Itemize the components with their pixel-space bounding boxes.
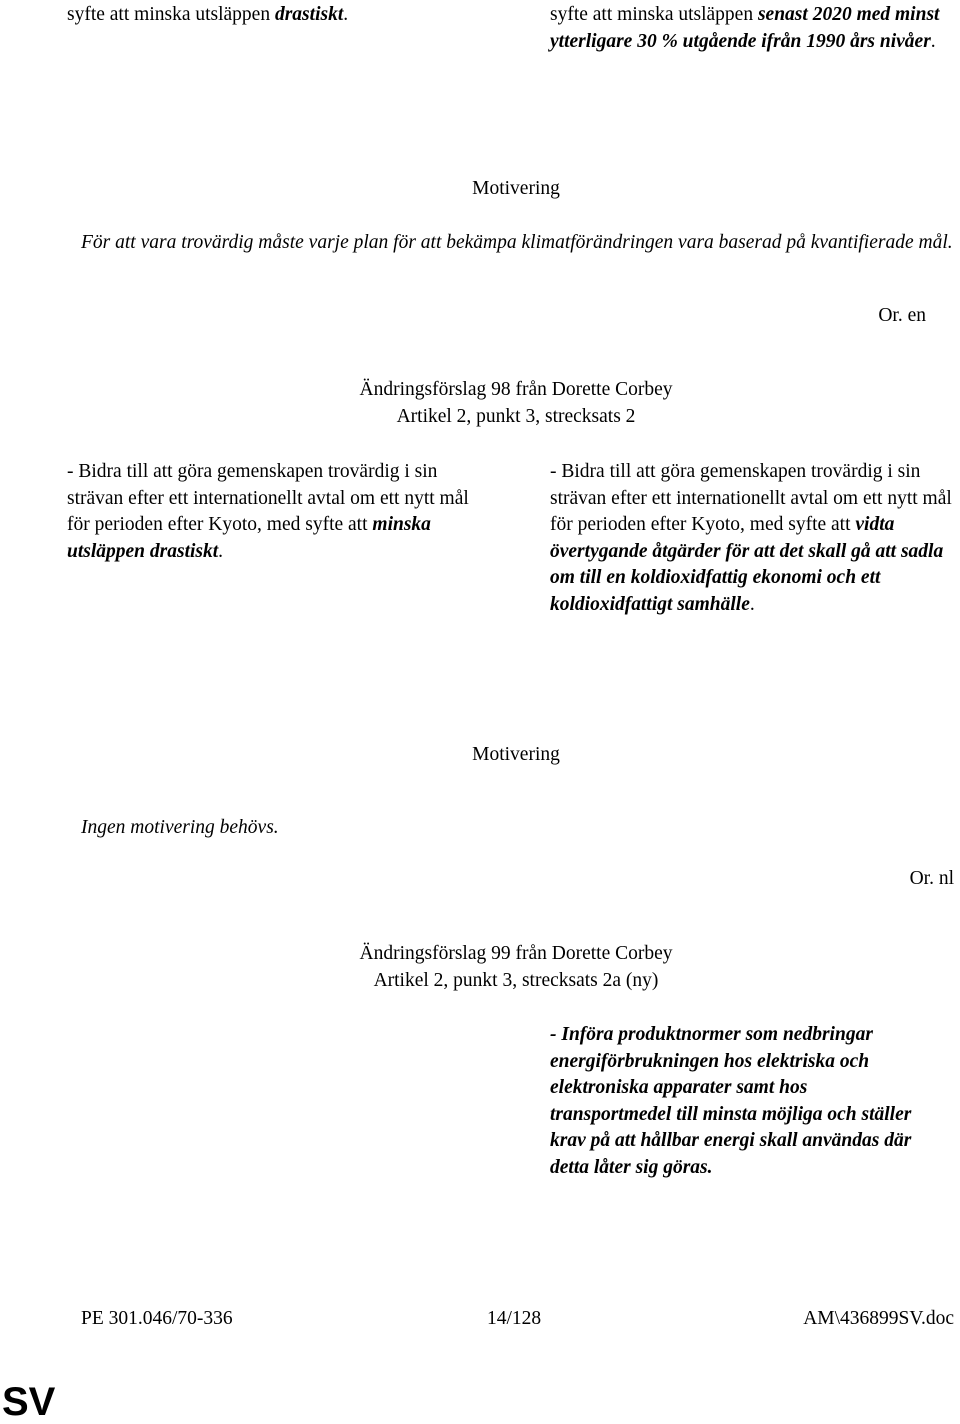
top-right-text (550, 2, 955, 55)
amendment-98-subtitle: Artikel 2, punkt 3, strecksats 2 (396, 406, 636, 427)
amendment-98-original-text (67, 459, 477, 565)
original-language-2: Or. nl (909, 868, 954, 889)
footer-page-number: 14/128 (487, 1308, 542, 1329)
top-left-tail: . (343, 4, 349, 25)
motivering-text-2: Ingen motivering behövs. (81, 817, 279, 838)
amendment-98-right-emph: vidta övertygande åtgärder för att det skall gå att sadla om till en koldioxidfattig ekonomi och ett koldioxidfattigt samhälle (550, 514, 944, 615)
top-left-plain: syfte att minska utsläppen (67, 4, 275, 25)
amendment-99-subtitle: Artikel 2, punkt 3, strecksats 2a (ny) (373, 970, 659, 991)
top-left-text (67, 2, 477, 29)
amendment-99-amended-text: - Införa produktnormer som nedbringar energiförbrukningen hos elektriska och elektroniska apparater samt hos transportmedel till minsta möjliga och ställer krav på att hållbar energi skall användas där detta låter sig göras. (550, 1024, 912, 1178)
top-left-emph: drastiskt (274, 4, 344, 25)
motivering-heading-2: Motivering (472, 744, 560, 765)
amendment-99-title: Ändringsförslag 99 från Dorette Corbey (359, 943, 673, 964)
footer-reference: PE 301.046/70-336 (81, 1308, 233, 1329)
amendment-98-title: Ändringsförslag 98 från Dorette Corbey (359, 379, 673, 400)
amendment-98-left-plain: - Bidra till att göra gemenskapen trovärdig i sin strävan efter ett internationellt avtal om ett nytt mål för perioden efter Kyoto, med syfte att (67, 461, 469, 535)
top-right-tail: . (930, 30, 936, 52)
amendment-98-left-emph: minska utsläppen drastiskt (67, 514, 431, 562)
motivering-text-1: För att vara trovärdig måste varje plan för att bekämpa klimatförändringen vara baserad på kvantifierade mål. (81, 232, 953, 253)
amendment-98-amended-text (550, 459, 955, 618)
top-right-emph: senast 2020 med minst ytterligare 30 % utgående ifrån 1990 års nivåer (550, 4, 940, 52)
amendment-98-left-tail: . (218, 540, 224, 562)
language-code-mark: SV (2, 1380, 56, 1424)
top-right-plain: syfte att minska utsläppen (550, 4, 758, 25)
original-language-1: Or. en (878, 305, 926, 326)
amendment-98-right-tail: . (749, 593, 755, 615)
amendment-98-right-plain: - Bidra till att göra gemenskapen trovärdig i sin strävan efter ett internationellt avtal om ett nytt mål för perioden efter Kyoto, med syfte att (550, 461, 952, 535)
motivering-heading-1: Motivering (472, 178, 560, 199)
footer-document-id: AM\436899SV.doc (803, 1308, 954, 1329)
